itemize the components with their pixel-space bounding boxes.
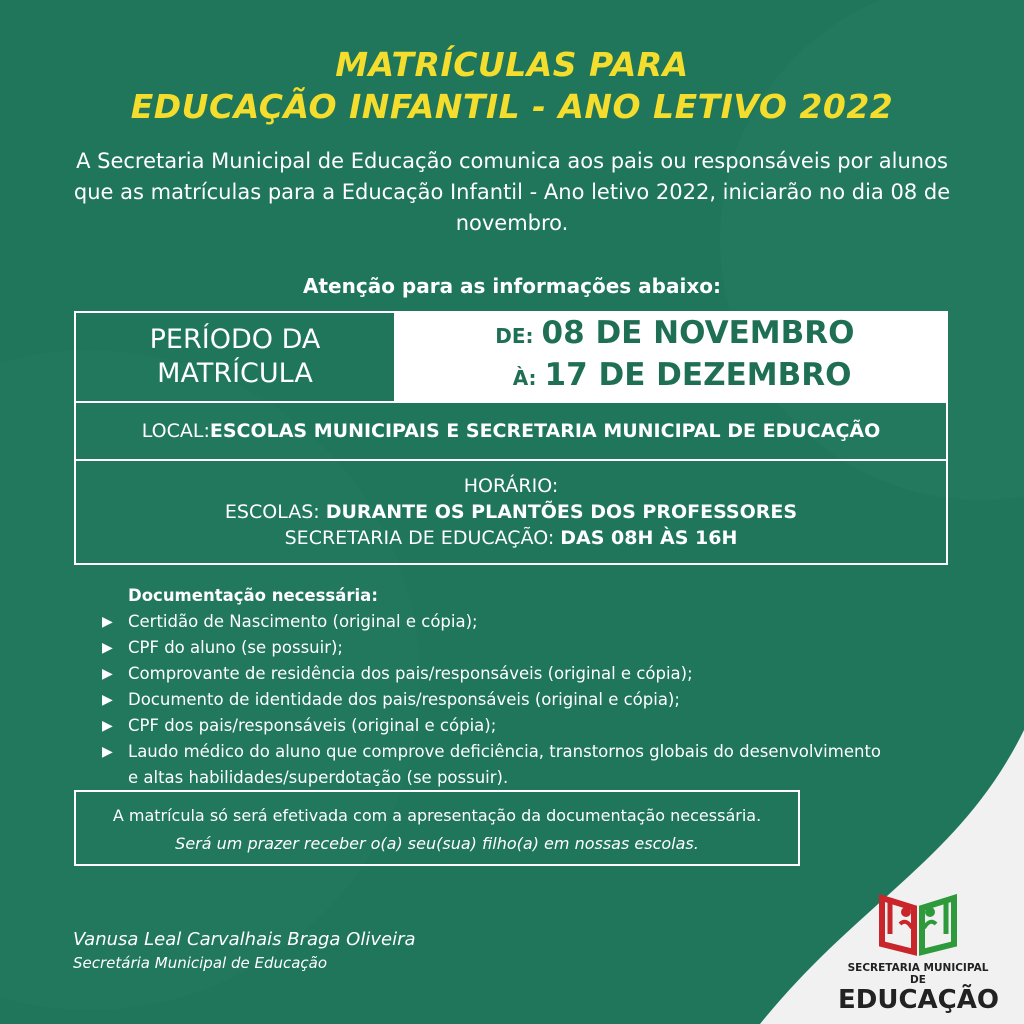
note-box [74, 790, 800, 866]
education-logo [838, 894, 998, 1014]
list-item-continuation [102, 765, 881, 791]
logo-line-2: EDUCAÇÃO [838, 985, 999, 1015]
logo-line-1: SECRETARIA MUNICIPAL DE [847, 962, 989, 986]
triangle-bullet-icon: ▶ [102, 640, 113, 656]
schedule-schools-label: ESCOLAS: [224, 501, 326, 523]
schedule-schools [76, 499, 946, 525]
triangle-bullet-icon: ▶ [102, 666, 113, 682]
signature-name: Vanusa Leal Carvalhais Braga Oliveira [73, 929, 416, 950]
title-line-1: MATRÍCULAS PARA [335, 45, 689, 84]
note-line-1: A matrícula só será efetivada com a apresentação da documentação necessária. [112, 806, 762, 825]
date-from-value: 08 DE NOVEMBRO [541, 315, 855, 351]
list-item-text: e altas habilidades/superdotação (se possuir). [128, 768, 509, 787]
list-item-text: Certidão de Nascimento (original e cópia); [128, 612, 478, 631]
documents-section [102, 583, 881, 791]
triangle-bullet-icon: ▶ [102, 692, 113, 708]
list-item [102, 661, 881, 687]
triangle-bullet-icon: ▶ [102, 744, 113, 760]
title-line-2: EDUCAÇÃO INFANTIL - ANO LETIVO 2022 [130, 87, 894, 126]
list-item [102, 687, 881, 713]
local-row [74, 403, 948, 461]
schedule-office-label: SECRETARIA DE EDUCAÇÃO: [284, 527, 561, 549]
list-item [102, 609, 881, 635]
local-value: ESCOLAS MUNICIPAIS E SECRETARIA MUNICIPAL DE EDUCAÇÃO [209, 420, 881, 442]
period-dates [394, 313, 946, 401]
triangle-bullet-icon: ▶ [102, 614, 113, 630]
list-item [102, 635, 881, 661]
date-to-value: 17 DE DEZEMBRO [544, 357, 852, 393]
list-item-text: Laudo médico do aluno que comprove deficiência, transtornos globais do desenvolvimento [128, 742, 882, 761]
signature [73, 928, 416, 974]
intro-text: A Secretaria Municipal de Educação comunica aos pais ou responsáveis por alunos que as matrículas para a Educação Infantil - Ano letivo 2022, iniciarão no dia 08 de novembro. [73, 149, 951, 235]
schedule-row [74, 461, 948, 565]
list-item-text: CPF do aluno (se possuir); [128, 638, 343, 657]
schedule-office-value: DAS 08H ÀS 16H [560, 527, 738, 549]
list-item [102, 713, 881, 739]
triangle-bullet-icon: ▶ [102, 718, 113, 734]
schedule-title: HORÁRIO: [463, 475, 559, 497]
list-item-text: Comprovante de residência dos pais/responsáveis (original e cópia); [128, 664, 693, 683]
attention-heading: Atenção para as informações abaixo: [303, 274, 721, 298]
list-item-text: CPF dos pais/responsáveis (original e cópia); [128, 716, 497, 735]
period-label [76, 313, 394, 401]
date-to-prefix: À: [512, 366, 537, 390]
documents-heading: Documentação necessária: [128, 586, 378, 605]
period-label-line2: MATRÍCULA [157, 358, 313, 389]
signature-role: Secretária Municipal de Educação [73, 954, 328, 972]
period-label-line1: PERÍODO DA [149, 324, 321, 355]
schedule-schools-value: DURANTE OS PLANTÕES DOS PROFESSORES [325, 501, 798, 523]
list-item [102, 739, 881, 765]
note-line-2: Será um prazer receber o(a) seu(sua) filho(a) em nossas escolas. [175, 834, 699, 853]
book-logo-icon [876, 894, 960, 956]
schedule-office [76, 525, 946, 551]
date-from-prefix: DE: [495, 324, 534, 348]
list-item-text: Documento de identidade dos pais/responsáveis (original e cópia); [128, 690, 680, 709]
local-label: LOCAL: [141, 420, 210, 442]
period-row [74, 311, 948, 403]
